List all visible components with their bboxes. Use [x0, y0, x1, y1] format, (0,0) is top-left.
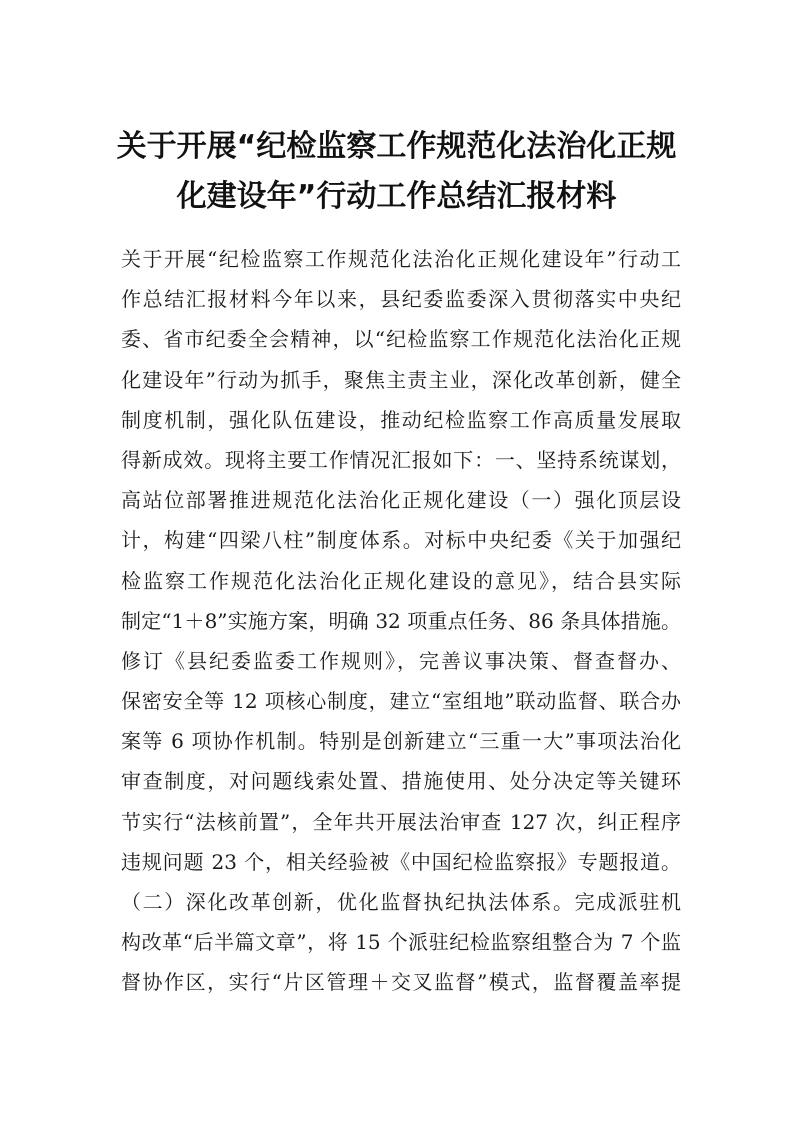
body-line: 修订《县纪委监委工作规则》，完善议事决策、督查督办、 [121, 648, 681, 673]
title-line: 化建设年”行动工作总结汇报材料 [176, 179, 617, 214]
body-line: 违规问题 23 个，相关经验被《中国纪检监察报》专题报道。 [121, 849, 681, 874]
body-line: 制定“1＋8”实施方案，明确 32 项重点任务、86 条具体措施。 [121, 608, 681, 633]
document-title [100, 122, 693, 222]
body-line: 制度机制，强化队伍建设，推动纪检监察工作高质量发展取 [121, 407, 681, 432]
body-line: 构改革“后半篇文章”，将 15 个派驻纪检监察组整合为 7 个监 [121, 930, 681, 955]
body-line: 化建设年”行动为抓手，聚焦主责主业，深化改革创新，健全 [121, 367, 681, 392]
body-line: 关于开展“纪检监察工作规范化法治化正规化建设年”行动工 [121, 247, 681, 271]
body-line: 案等 6 项协作机制。特别是创新建立“三重一大”事项法治化 [121, 729, 681, 754]
title-line: 关于开展“纪检监察工作规范化法治化正规 [116, 129, 677, 164]
document-body [121, 239, 681, 1003]
body-line: 委、省市纪委全会精神，以“纪检监察工作规范化法治化正规 [121, 327, 681, 352]
body-line: 作总结汇报材料今年以来，县纪委监委深入贯彻落实中央纪 [121, 287, 681, 312]
body-line: 节实行“法核前置”，全年共开展法治审查 127 次，纠正程序 [121, 809, 681, 834]
body-line: 保密安全等 12 项核心制度，建立“室组地”联动监督、联合办 [121, 689, 681, 714]
body-line: 得新成效。现将主要工作情况汇报如下：一、坚持系统谋划， [121, 447, 681, 472]
body-line: 计，构建“四梁八柱”制度体系。对标中央纪委《关于加强纪 [121, 528, 681, 553]
body-line: 检监察工作规范化法治化正规化建设的意见》，结合县实际 [121, 568, 681, 593]
body-line: 督协作区，实行“片区管理＋交叉监督”模式，监督覆盖率提 [121, 970, 681, 995]
body-line: 高站位部署推进规范化法治化正规化建设（一）强化顶层设 [121, 488, 681, 513]
body-line: （二）深化改革创新，优化监督执纪执法体系。完成派驻机 [121, 890, 681, 914]
body-line: 审查制度，对问题线索处置、措施使用、处分决定等关键环 [121, 769, 681, 794]
